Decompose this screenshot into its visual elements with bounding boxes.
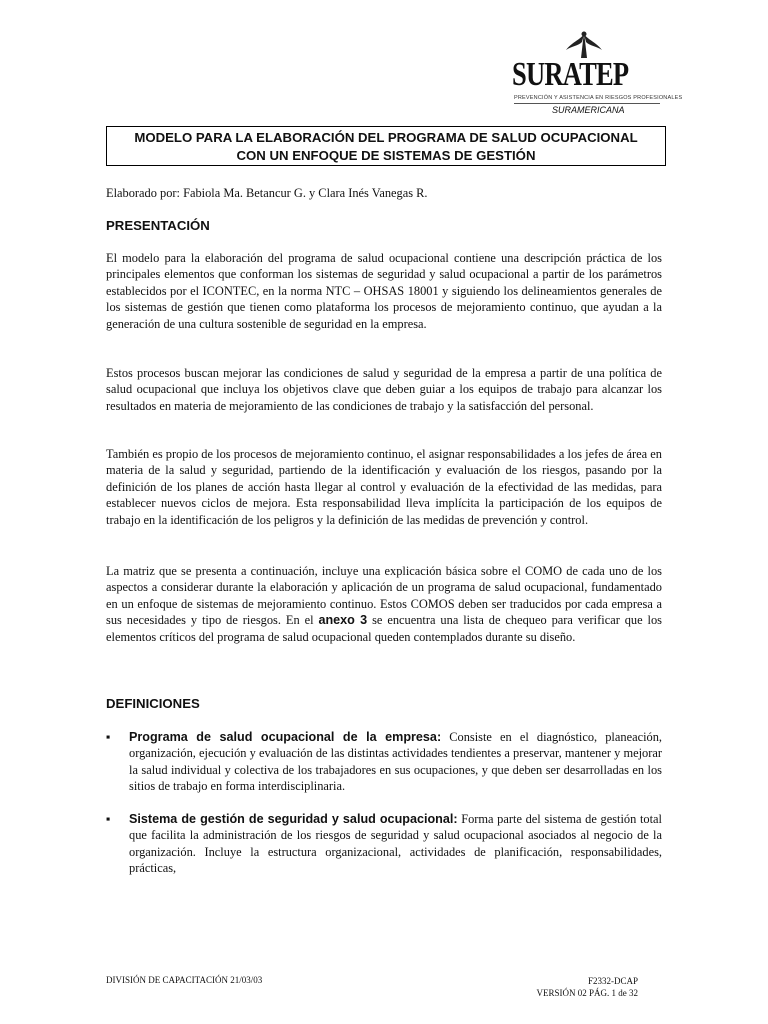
definition-term: Programa de salud ocupacional de la empresa: [129, 730, 442, 744]
paragraph-1: El modelo para la elaboración del programa de salud ocupacional contiene una descripción práctica de los principales elementos que conforman los sistemas de seguridad y salud ocupacional a partir de los parámetros establecidos por el ICONTEC, en la norma NTC – OHSAS 18001 y siguiendo los delineamientos generales de los sistemas de gestión que tienen como plataforma los procesos de mejoramiento continuo, que ayudan a la generación de una cultura sostenible de seguridad en la empresa. [106, 251, 662, 331]
anexo-reference: anexo 3 [318, 613, 368, 628]
definition-text [129, 811, 662, 877]
logo-tagline: PREVENCIÓN Y ASISTENCIA EN RIESGOS PROFESIONALES [514, 95, 683, 101]
bullet-icon: ▪ [106, 812, 111, 826]
footer-division: DIVISIÓN DE CAPACITACIÓN 21/03/03 [106, 975, 263, 985]
definition-text [129, 729, 662, 795]
section-heading-definiciones: DEFINICIONES [106, 696, 200, 711]
footer-code: F2332-DCAP [587, 976, 638, 986]
logo-subtitle: SURAMERICANA [552, 105, 625, 115]
paragraph-4-text-a: La matriz que se presenta a continuación, incluye una explicación básica sobre el COMO de cada uno de los aspectos a considerar durante la elaboración y aplicación de un programa de salud ocupacional, fundamentado en un enfoque de sistemas de mejoramiento continuo. Estos COMOS deben ser traducidos por cada empresa a sus necesidades y tipo de riesgos. En el [106, 564, 662, 628]
paragraph-4 [106, 563, 662, 645]
paragraph-2: Estos procesos buscan mejorar las condiciones de salud y seguridad de la empresa a partir de una política de salud ocupacional que incluya los objetivos clave que deben guiar a los equipos de trabajo para alcanzar los resultados en materia de mejoramiento de las condiciones de trabajo y la satisfacción del personal. [106, 366, 662, 413]
logo-name: SURATEP [512, 56, 629, 93]
author-line: Elaborado por: Fabiola Ma. Betancur G. y Clara Inés Vanegas R. [106, 186, 428, 200]
section-heading-presentacion: PRESENTACIÓN [106, 218, 210, 233]
title-line-1: MODELO PARA LA ELABORACIÓN DEL PROGRAMA DE SALUD OCUPACIONAL [134, 130, 638, 145]
document-title [106, 126, 666, 166]
paragraph-4-text-b: se encuentra una lista de chequeo para verificar que los elementos críticos del programa de salud ocupacional queden contemplados durante su diseño. [106, 613, 663, 644]
suratep-logo [508, 30, 683, 120]
definition-body: Consiste en el diagnóstico, planeación, organización, ejecución y evaluación de las distintas actividades tendientes a preservar, mantener y mejorar la salud individual y colectiva de los trabajadores en sus ocupaciones, y que deben ser desarrolladas en los sitios de trabajo en forma interdisciplinaria. [129, 730, 662, 794]
definition-body: Forma parte del sistema de gestión total que facilita la administración de los riesgos de seguridad y salud ocupacional asociados al negocio de la organización. Incluye la estructura organizacional, actividades de planificación, responsabilidades, prácticas, [129, 812, 662, 876]
bullet-icon: ▪ [106, 730, 111, 744]
paragraph-3: También es propio de los procesos de mejoramiento continuo, el asignar responsabilidades a los jefes de área en materia de la salud y seguridad, partiendo de la identificación y evaluación de los riesgos, pasando por la definición de los planes de acción hasta llegar al control y evaluación de la efectividad de las medidas, para establecer nuevos ciclos de mejora. Esta responsabilidad lleva implícita la participación de los equipos de trabajo en la identificación de los peligros y la definición de las medidas de prevención y control. [106, 447, 662, 527]
title-line-2: CON UN ENFOQUE DE SISTEMAS DE GESTIÓN [236, 148, 536, 163]
footer-version-block [536, 975, 638, 999]
footer-page-info: VERSIÓN 02 PÁG. 1 de 32 [536, 988, 638, 998]
logo-divider [514, 103, 660, 104]
definition-term: Sistema de gestión de seguridad y salud ocupacional: [129, 812, 458, 826]
